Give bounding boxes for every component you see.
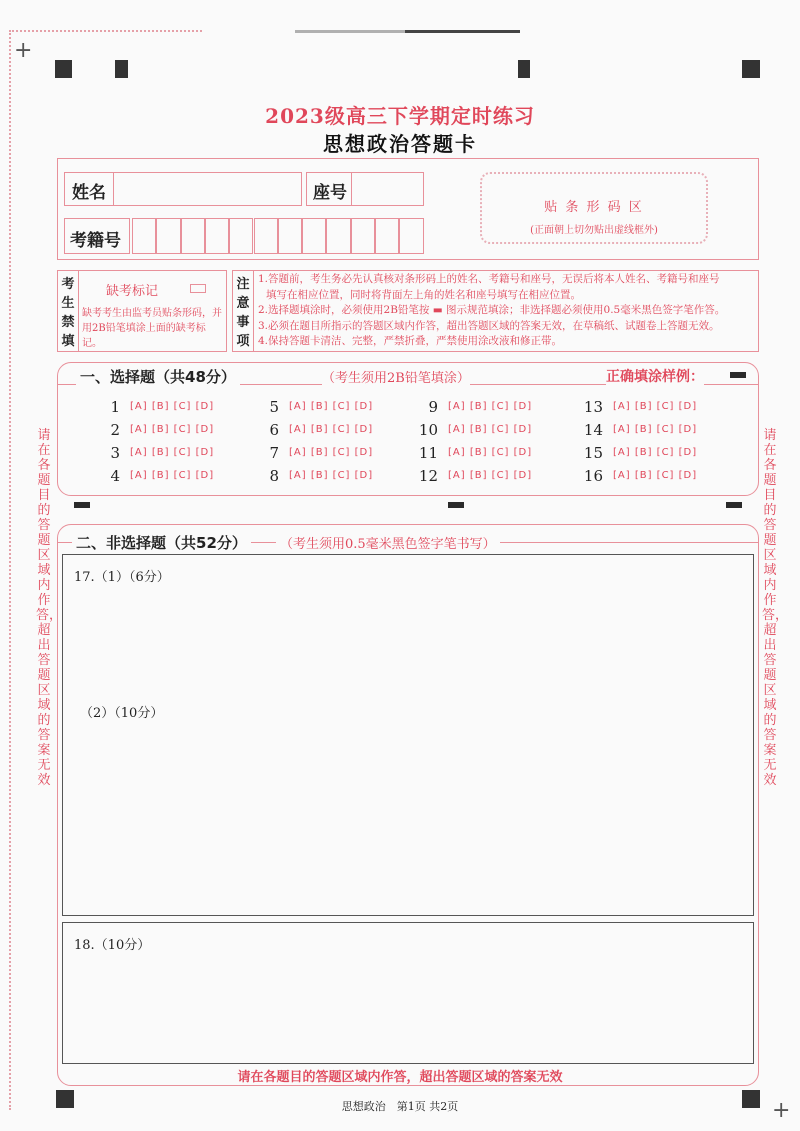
absent-side-label	[60, 275, 76, 351]
answer-options[interactable]: [A] [B] [C] [D]	[613, 424, 698, 435]
absent-mark-box[interactable]	[190, 284, 206, 293]
crosshair-icon: +	[772, 1098, 791, 1123]
free-response-title: 二、非选择题（共52分）	[72, 532, 251, 553]
question-17-label: 17.（1）（6分）	[74, 570, 170, 585]
page-footer: 思想政治 第1页 共2页	[341, 1100, 459, 1113]
id-label: 考籍号	[70, 231, 121, 251]
question-number: 10	[418, 421, 438, 439]
barcode-title: 贴 条 形 码 区	[544, 200, 644, 215]
name-label-divider	[64, 172, 114, 206]
question-number: 9	[428, 398, 438, 416]
question-number: 12	[418, 467, 438, 485]
question-number: 14	[583, 421, 603, 439]
side-warning-left	[36, 428, 63, 788]
question-number: 16	[583, 467, 603, 485]
name-label: 姓名	[72, 183, 106, 203]
sample-mark	[730, 372, 746, 378]
timing-mark	[726, 502, 742, 508]
cut-line-top	[12, 30, 202, 32]
absent-side-char: 考	[61, 277, 75, 292]
notes-side-label	[235, 275, 251, 351]
absent-side-char: 生	[61, 296, 75, 311]
choice-section-hint: （考生须用2B铅笔填涂）	[322, 367, 470, 386]
seat-label: 座号	[313, 183, 347, 203]
absent-title: 缺考标记	[106, 284, 159, 299]
id-digit-cell[interactable]	[375, 218, 399, 254]
question-number: 7	[269, 444, 279, 462]
answer-options[interactable]: [A] [B] [C] [D]	[289, 470, 374, 481]
question-number: 4	[110, 467, 120, 485]
question-number: 15	[583, 444, 603, 462]
bottom-warning: 请在各题目的答题区域内作答，超出答题区域的答案无效	[237, 1070, 563, 1085]
alignment-mark	[742, 60, 760, 78]
id-digit-cell[interactable]	[302, 218, 326, 254]
question-number: 13	[583, 398, 603, 416]
note-line: 1.答题前，考生务必先认真核对条形码上的姓名、考籍号和座号，无误后将本人姓名、考籍号和座号	[258, 273, 720, 285]
choice-section-title: 一、选择题（共48分）	[76, 366, 240, 387]
id-digit-cell[interactable]	[399, 218, 423, 254]
question-number: 11	[418, 444, 438, 462]
id-digit-cell[interactable]	[132, 218, 156, 254]
answer-options[interactable]: [A] [B] [C] [D]	[448, 424, 533, 435]
id-digit-cell[interactable]	[278, 218, 302, 254]
id-digit-cell[interactable]	[254, 218, 278, 254]
id-digit-cell[interactable]	[351, 218, 375, 254]
scan-bar	[295, 30, 520, 33]
note-line: 填写在相应位置，同时将背面左上角的姓名和座号填写在相应位置。	[266, 288, 581, 301]
sample-label: 正确填涂样例：	[606, 366, 704, 386]
id-digit-cell[interactable]	[326, 218, 350, 254]
question-number: 3	[110, 444, 120, 462]
alignment-mark	[115, 60, 128, 78]
note-line: 4.保持答题卡清洁、完整，严禁折叠，严禁使用涂改液和修正带。	[258, 335, 563, 348]
answer-options[interactable]: [A] [B] [C] [D]	[289, 424, 374, 435]
notes-side-char: 注	[236, 277, 250, 292]
alignment-mark	[518, 60, 530, 78]
question-number: 2	[110, 421, 120, 439]
answer-options[interactable]: [A] [B] [C] [D]	[130, 447, 215, 458]
absent-side-char: 填	[61, 334, 75, 349]
barcode-area	[480, 172, 708, 244]
question-17b-label: （2）（10分）	[80, 706, 164, 721]
question-number: 6	[269, 421, 279, 439]
notes-side-char: 事	[236, 315, 250, 330]
note-line: 2.选择题填涂时，必须使用2B铅笔按 ▬ 图示规范填涂；非选择题必须使用0.5毫米黑色签字笔作答。	[258, 304, 726, 317]
answer-options[interactable]: [A] [B] [C] [D]	[448, 470, 533, 481]
timing-mark	[74, 502, 90, 508]
side-warning-right	[762, 428, 789, 788]
answer-options[interactable]: [A] [B] [C] [D]	[130, 470, 215, 481]
absent-text: 缺考考生由监考员贴条形码，并用2B铅笔填涂上面的缺考标记。	[82, 308, 222, 349]
notes-side-char: 项	[236, 334, 250, 349]
free-response-hint: （考生须用0.5毫米黑色签字笔书写）	[276, 533, 500, 552]
absent-side-char: 禁	[61, 315, 75, 330]
answer-options[interactable]: [A] [B] [C] [D]	[613, 470, 698, 481]
barcode-hint: (正面朝上切勿贴出虚线框外)	[530, 225, 658, 236]
sheet-title: 思想政治答题卡	[323, 132, 477, 156]
answer-options[interactable]: [A] [B] [C] [D]	[613, 401, 698, 412]
timing-mark	[448, 502, 464, 508]
alignment-mark	[55, 60, 72, 78]
question-number: 5	[269, 398, 279, 416]
side-warning-text: 请在各题目的答题区域内作答，超出答题区域的答案无效	[36, 428, 63, 788]
answer-options[interactable]: [A] [B] [C] [D]	[130, 401, 215, 412]
question-18-label: 18.（10分）	[74, 938, 151, 953]
answer-options[interactable]: [A] [B] [C] [D]	[289, 447, 374, 458]
id-digit-cell[interactable]	[181, 218, 205, 254]
notes-side-char: 意	[236, 296, 250, 311]
answer-options[interactable]: [A] [B] [C] [D]	[613, 447, 698, 458]
id-digit-cell[interactable]	[205, 218, 229, 254]
crosshair-icon: +	[14, 38, 33, 63]
notes-text	[258, 272, 760, 350]
answer-options[interactable]: [A] [B] [C] [D]	[448, 401, 533, 412]
exam-title: 2023级高三下学期定时练习	[265, 104, 535, 128]
id-digit-cell[interactable]	[229, 218, 253, 254]
cut-line-left	[9, 30, 11, 1110]
question-number: 1	[110, 398, 120, 416]
answer-options[interactable]: [A] [B] [C] [D]	[289, 401, 374, 412]
answer-options[interactable]: [A] [B] [C] [D]	[130, 424, 215, 435]
answer-options[interactable]: [A] [B] [C] [D]	[448, 447, 533, 458]
note-line: 3.必须在题目所指示的答题区域内作答，超出答题区域的答案无效，在草稿纸、试题卷上答题无效。	[258, 319, 720, 332]
id-digit-cell[interactable]	[156, 218, 180, 254]
side-warning-text: 请在各题目的答题区域内作答，超出答题区域的答案无效	[762, 428, 789, 788]
question-number: 8	[269, 467, 279, 485]
answer-box-17[interactable]	[62, 554, 754, 916]
answer-box-18[interactable]	[62, 922, 754, 1064]
